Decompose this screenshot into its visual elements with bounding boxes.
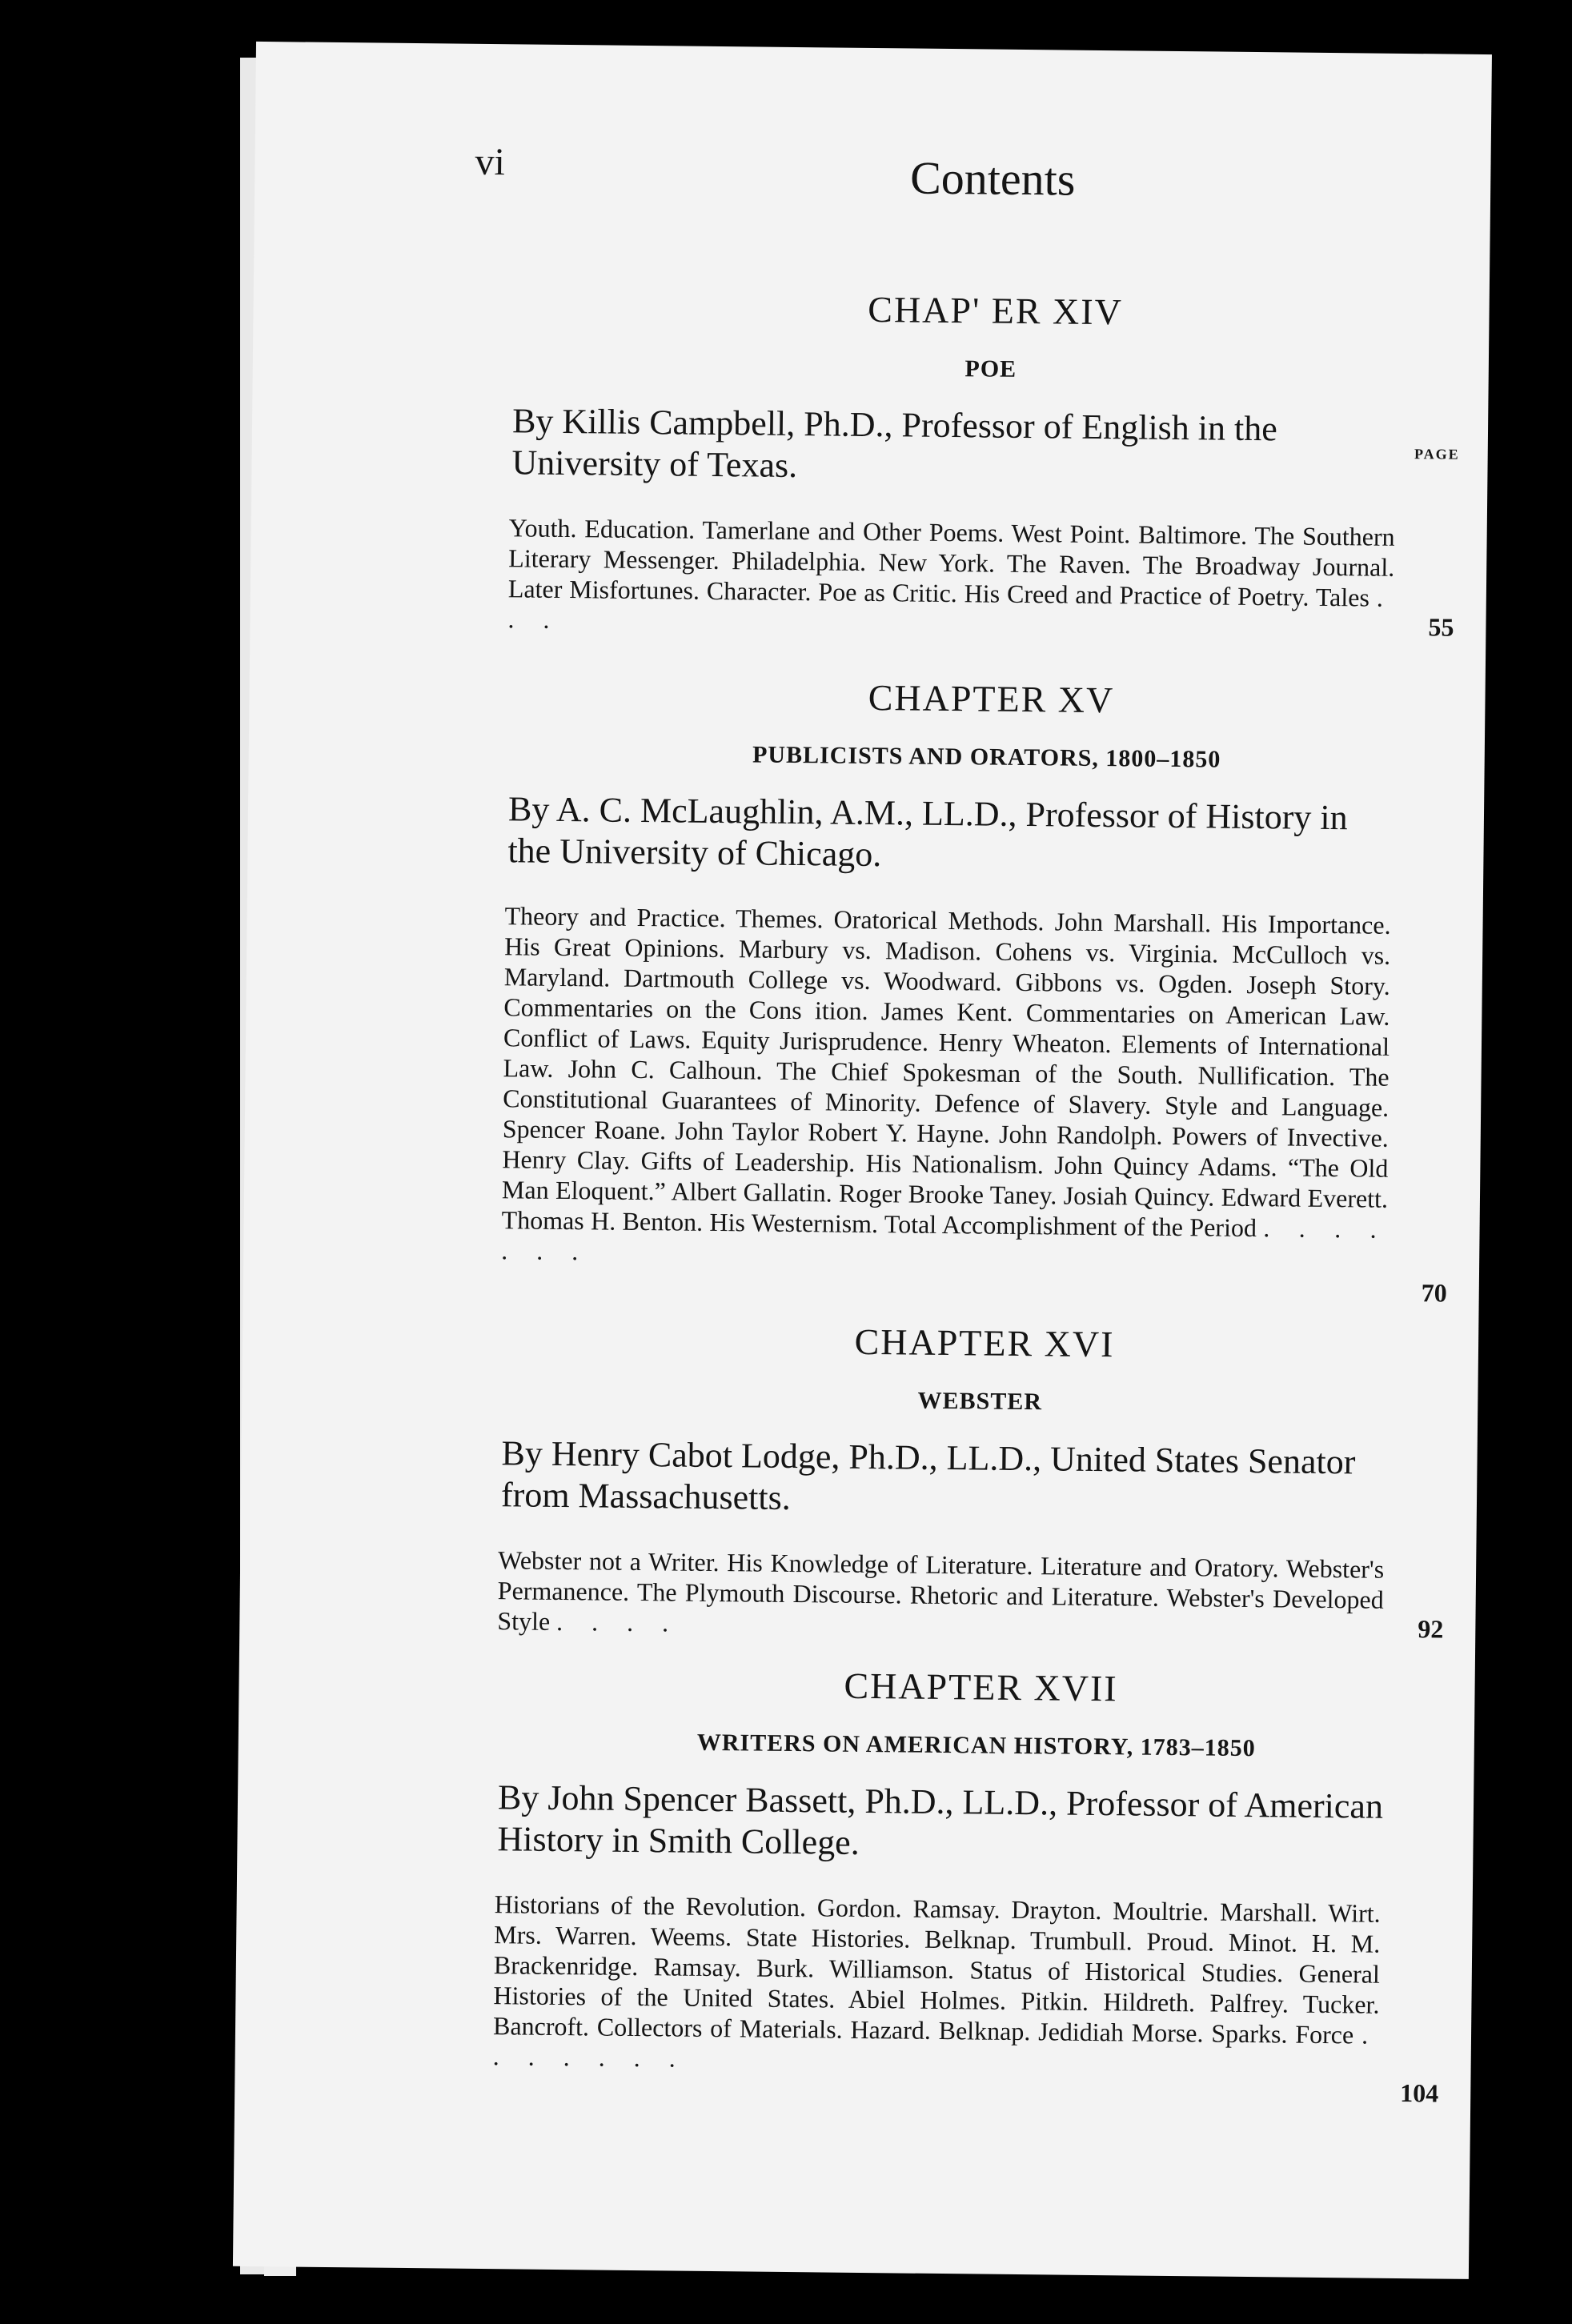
chapter-author: By Killis Campbell, Ph.D., Professor of English in the University of Texas. xyxy=(511,401,1278,486)
chapter-page-number: 70 xyxy=(1421,1278,1447,1308)
chapter-author: By Henry Cabot Lodge, Ph.D., LL.D., United States Senator from Massachusetts. xyxy=(500,1433,1356,1518)
chapter-page-number: 104 xyxy=(1400,2078,1439,2108)
page-column-label: PAGE xyxy=(1414,446,1460,463)
chapter-author: By A. C. McLaughlin, A.M., LL.D., Professor of History in the University of Chicago. xyxy=(507,789,1348,875)
chapter-contents: Theory and Practice. Themes. Oratorical Methods. John Marshall. His Importance. His Great Opinions. Marbury vs. Madison. Cohens vs. Virginia. McCulloch vs. Maryland. Dartmouth College vs. Woodward. Gibbons vs. Ogden. Joseph Story. Commentaries on the Cons ition. James Kent. Commentaries on American Law. Conflict of Laws. Equity Jurisprudence. Henry Wheaton. Elements of International Law. John C. Calhoun. The Chief Spokesman of the South. Nullification. The Constitutional Guarantees of Minority. Defence of Slavery. Style and Language. Spencer Roane. John Taylor Robert Y. Hayne. John Randolph. Powers of Invective. Henry Clay. Gifts of Leadership. His Nationalism. John Quincy Adams. “The Old Man Eloquent.” Albert Gallatin. Roger Brooke Taney. Josiah Quincy. Edward Everett. Thomas H. Benton. His Westernism. Total Accomplishment of the Period . . . . . . . xyxy=(501,901,1391,1266)
chapter-entry xyxy=(250,282,1489,644)
chapter-author: By John Spencer Bassett, Ph.D., LL.D., Professor of American History in Smith College. xyxy=(497,1777,1384,1862)
chapter-heading: CHAPTER XVII xyxy=(844,1665,1118,1709)
chapter-subject: WRITERS ON AMERICAN HISTORY, 1783–1850 xyxy=(696,1729,1256,1762)
chapter-contents: Youth. Education. Tamerlane and Other Poems. West Point. Baltimore. The Southern Literary Messenger. Philadelphia. New York. The Raven. The Broadway Journal. Later Misfortunes. Character. Poe as Critic. His Creed and Practice of Poetry. Tales . . . xyxy=(507,513,1395,634)
chapter-page-number: 92 xyxy=(1418,1614,1444,1644)
chapter-entry xyxy=(235,1658,1475,2108)
chapter-heading: CHAPTER XVI xyxy=(854,1320,1115,1365)
chapter-subject: WEBSTER xyxy=(917,1387,1043,1416)
chapter-contents: Webster not a Writer. His Knowledge of Literature. Literature and Oratory. Webster's Permanence. The Plymouth Discourse. Rhetoric and Literature. Webster's Developed Style . . . . xyxy=(497,1545,1385,1637)
chapter-page-number: 55 xyxy=(1428,612,1454,642)
contents-page xyxy=(233,42,1492,2279)
page-title: Contents xyxy=(909,151,1076,206)
running-head xyxy=(255,138,1491,214)
chapter-subject: POE xyxy=(964,355,1017,383)
chapter-heading: CHAPTER XV xyxy=(868,676,1115,721)
chapter-entry xyxy=(239,1314,1478,1646)
folio-number: vi xyxy=(475,140,506,184)
chapter-contents: Historians of the Revolution. Gordon. Ramsay. Drayton. Moultrie. Marshall. Wirt. Mrs. Warren. Weems. State Histories. Belknap. Trumbull. Proud. Minot. H. M. Brackenridge. Ramsay. Burk. Williamson. Status of Historical Studies. General Histories of the United States. Abiel Holmes. Pitkin. Hildreth. Palfrey. Tucker. Bancroft. Collectors of Materials. Hazard. Belknap. Jedidiah Morse. Sparks. Force . . . . . . . xyxy=(492,1889,1381,2073)
chapter-heading: CHAP' ER XIV xyxy=(868,288,1124,333)
chapter-entry xyxy=(243,670,1486,1308)
chapter-subject: PUBLICISTS AND ORATORS, 1800–1850 xyxy=(752,741,1221,773)
